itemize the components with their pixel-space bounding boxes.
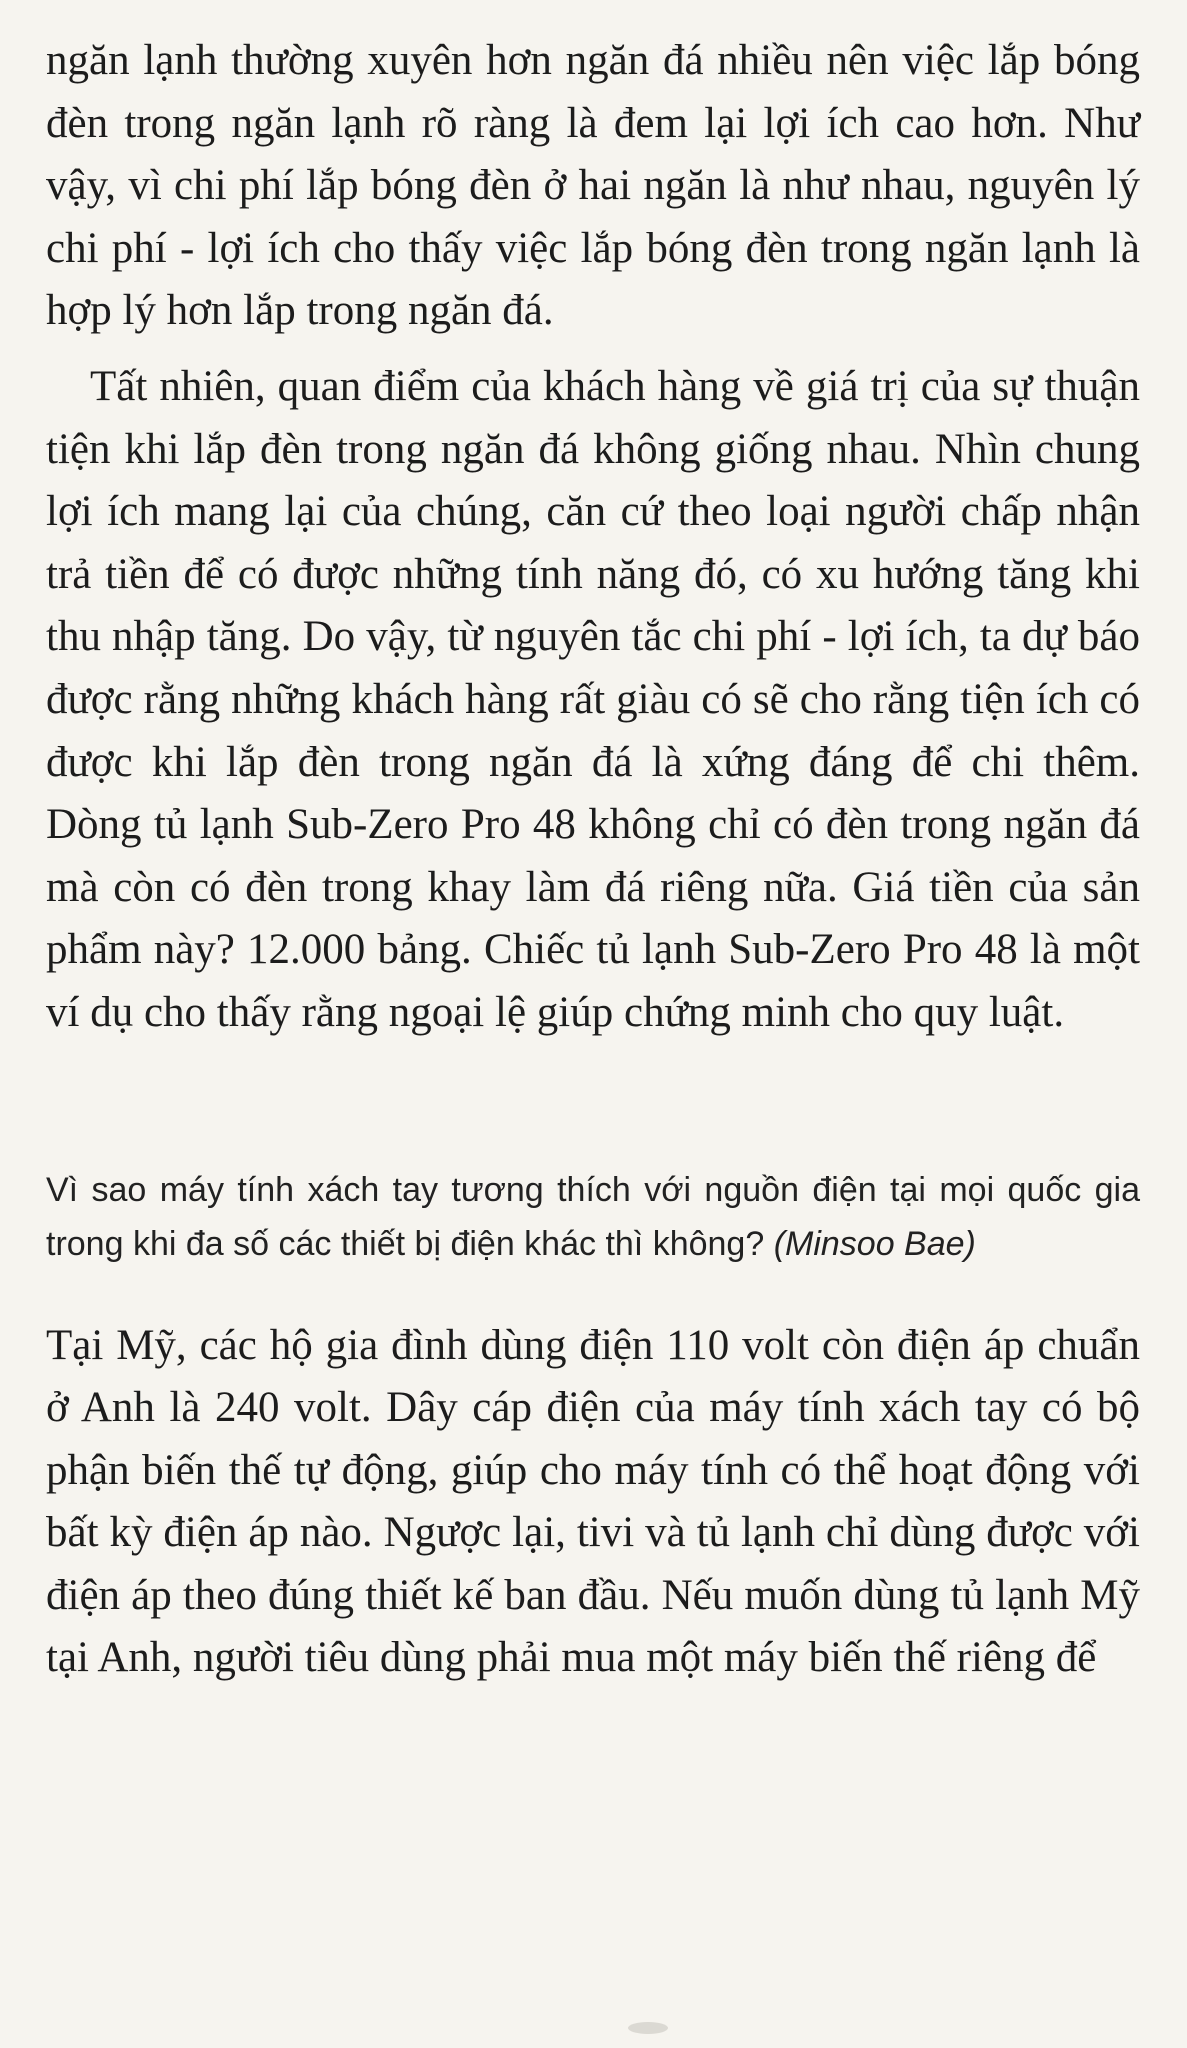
question-author: (Minsoo Bae): [773, 1224, 976, 1263]
scan-smudge: [628, 2022, 668, 2034]
question-heading: [46, 1163, 1140, 1271]
paragraph-3: Tại Mỹ, các hộ gia đình dùng điện 110 volt còn điện áp chuẩn ở Anh là 240 volt. Dây cáp điện của máy tính xách tay có bộ phận biến thế tự động, giúp cho máy tính có thể hoạt động với bất kỳ điện áp nào. Ngược lại, tivi và tủ lạnh chỉ dùng được với điện áp theo đúng thiết kế ban đầu. Nếu muốn dùng tủ lạnh Mỹ tại Anh, người tiêu dùng phải mua một máy biến thế riêng để: [46, 1321, 1140, 1682]
answer-text: [46, 1315, 1140, 1691]
body-text: [46, 30, 1140, 1045]
paragraph-2: Tất nhiên, quan điểm của khách hàng về giá trị của sự thuận tiện khi lắp đèn trong ngăn đá không giống nhau. Nhìn chung lợi ích mang lại của chúng, căn cứ theo loại người chấp nhận trả tiền để có được những tính năng đó, có xu hướng tăng khi thu nhập tăng. Do vậy, từ nguyên tắc chi phí - lợi ích, ta dự báo được rằng những khách hàng rất giàu có sẽ cho rằng tiện ích có được khi lắp đèn trong ngăn đá là xứng đáng để chi thêm. Dòng tủ lạnh Sub-Zero Pro 48 không chỉ có đèn trong ngăn đá mà còn có đèn trong khay làm đá riêng nữa. Giá tiền của sản phẩm này? 12.000 bảng. Chiếc tủ lạnh Sub-Zero Pro 48 là một ví dụ cho thấy rằng ngoại lệ giúp chứng minh cho quy luật.: [46, 362, 1140, 1036]
question-text: Vì sao máy tính xách tay tương thích với nguồn điện tại mọi quốc gia trong khi đa số các thiết bị điện khác thì không?: [46, 1170, 1140, 1263]
book-page: [46, 30, 1140, 1690]
paragraph-1: ngăn lạnh thường xuyên hơn ngăn đá nhiều nên việc lắp bóng đèn trong ngăn lạnh rõ ràng là đem lại lợi ích cao hơn. Như vậy, vì chi phí lắp bóng đèn ở hai ngăn là như nhau, nguyên lý chi phí - lợi ích cho thấy việc lắp bóng đèn trong ngăn lạnh là hợp lý hơn lắp trong ngăn đá.: [46, 37, 1140, 335]
